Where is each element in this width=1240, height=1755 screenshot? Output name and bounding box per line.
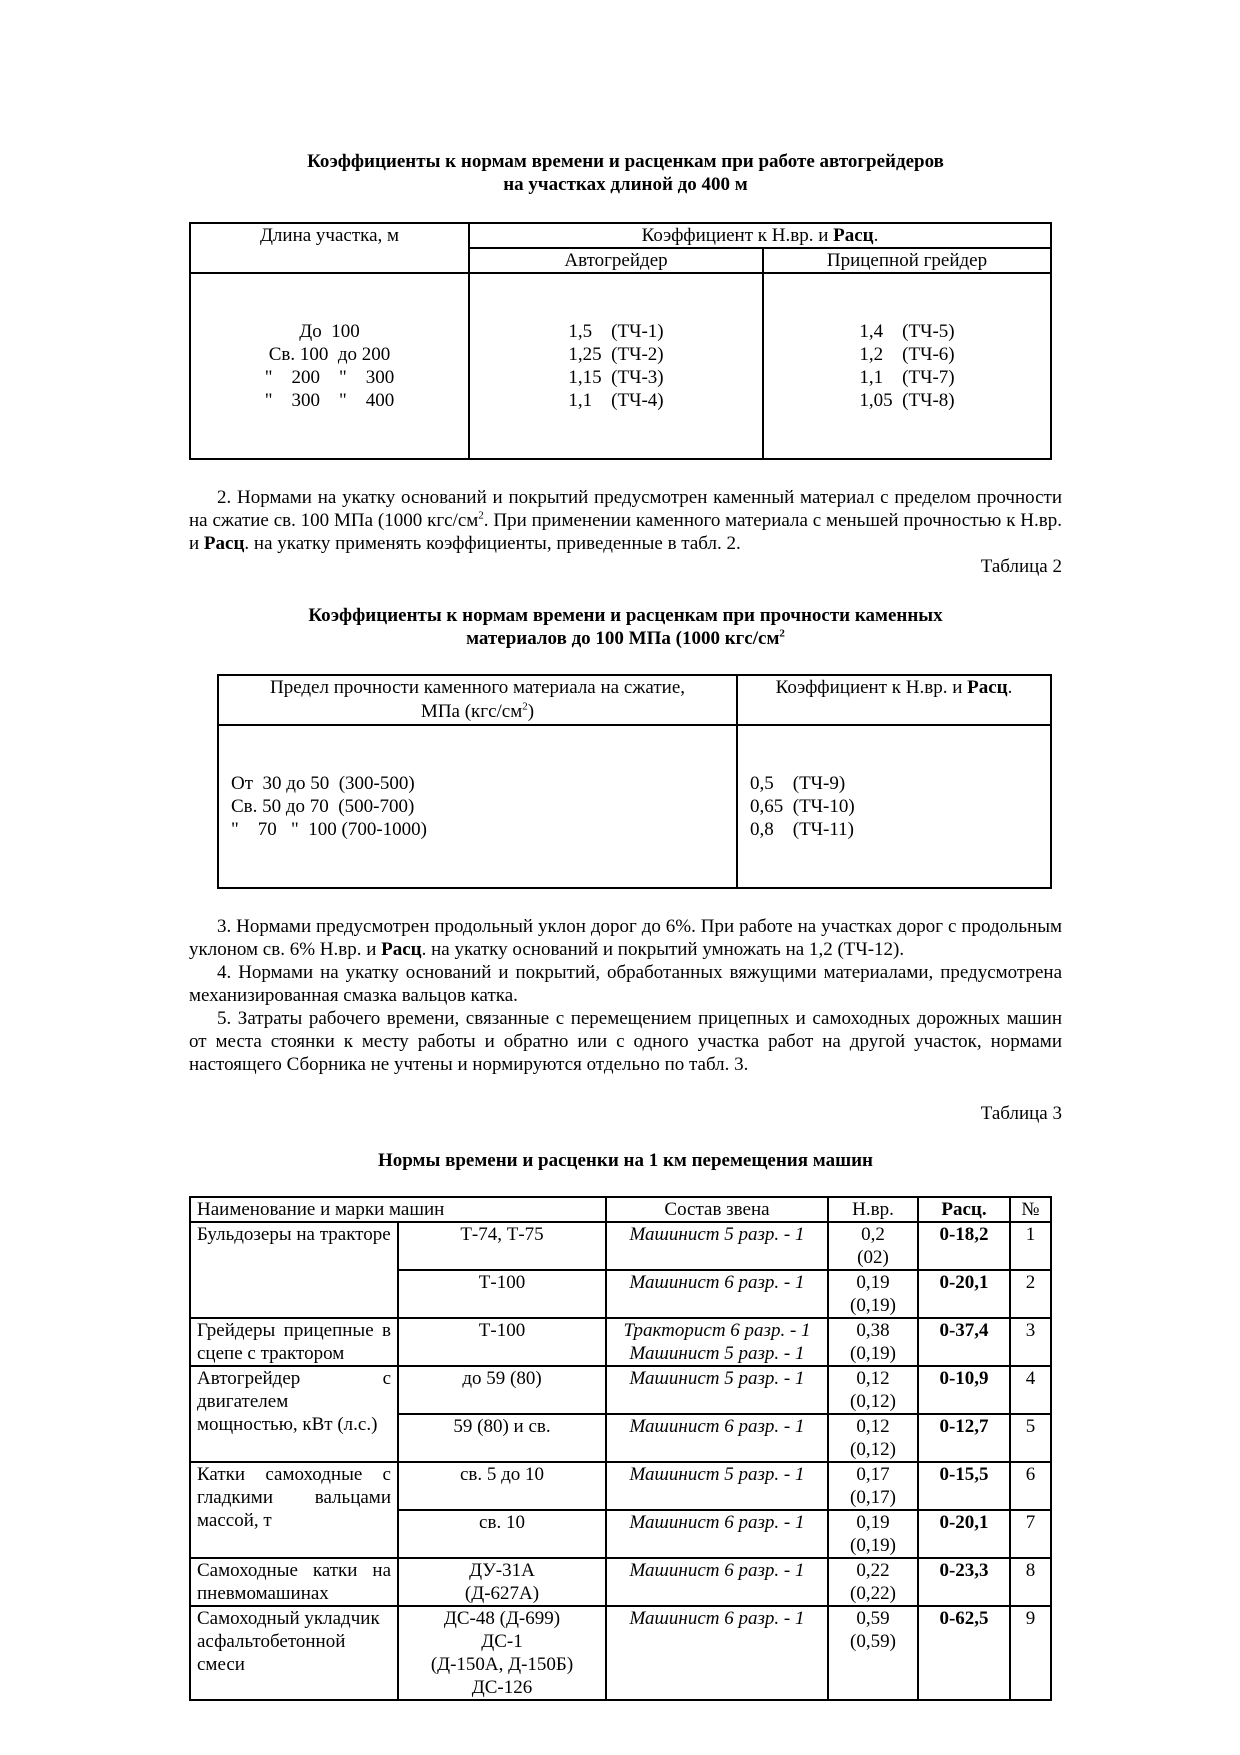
rasc: 0-23,3 — [918, 1558, 1010, 1606]
table-row — [190, 1462, 1051, 1510]
table3-label: Таблица 3 — [980, 1103, 1062, 1124]
table2-title-line2: материалов до 100 МПа (1000 кгс/$см^2$ — [466, 627, 785, 649]
table3-header-nvr: Н.вр. — [828, 1197, 918, 1222]
document-page — [189, 150, 1062, 1701]
nvr: 0,17 (0,17) — [828, 1462, 918, 1510]
table1-title — [189, 150, 1062, 196]
row-number: 4 — [1010, 1366, 1051, 1414]
table1-col-length: До 100 Св. 100 до 200 " 200 " 300 " 300 " 400 — [190, 273, 469, 459]
table2-col-range: От 30 до 50 (300-500) Св. 50 до 70 (500-700) " 70 " 100 (700-1000) — [218, 725, 737, 888]
table3-header-no: № — [1010, 1197, 1051, 1222]
table2-col-coef: 0,5 (ТЧ-9) 0,65 (ТЧ-10) 0,8 (ТЧ-11) — [737, 725, 1051, 888]
row-number: 9 — [1010, 1606, 1051, 1700]
table-row — [190, 1366, 1051, 1414]
row-number: 2 — [1010, 1270, 1051, 1318]
machine-name: Самоходные катки на пневмомашинах — [190, 1558, 398, 1606]
nvr: 0,19 (0,19) — [828, 1510, 918, 1558]
crew: Тракторист 6 разр. - 1 Машинист 5 разр. - 1 — [606, 1318, 828, 1366]
table2 — [217, 674, 1052, 889]
paragraph-2: 2. Нормами на укатку оснований и покрытий предусмотрен каменный материал с пределом прочности на сжатие св. 100 МПа (1000 кгс/$см^2$. При применении каменного материала с меньшей прочностью к Н.вр. и Расц. на укатку применять коэффициенты, приведенные в табл. 2. — [189, 487, 1062, 554]
row-number: 1 — [1010, 1222, 1051, 1270]
machine-name: Автогрейдер с двигателем мощностью, кВт (л.с.) — [190, 1366, 398, 1462]
table1-col-auto: 1,5 (ТЧ-1) 1,25 (ТЧ-2) 1,15 (ТЧ-3) 1,1 (ТЧ-4) — [469, 273, 763, 459]
table1-header-length: Длина участка, м — [190, 223, 469, 273]
row-number: 6 — [1010, 1462, 1051, 1510]
table2-title-line1: Коэффициенты к нормам времени и расценкам при прочности каменных — [308, 605, 943, 626]
rasc: 0-20,1 — [918, 1270, 1010, 1318]
machine-model: Т-74, Т-75 — [398, 1222, 606, 1270]
nvr: 0,19 (0,19) — [828, 1270, 918, 1318]
row-number: 3 — [1010, 1318, 1051, 1366]
machine-name: Грейдеры прицепные в сцепе с трактором — [190, 1318, 398, 1366]
nvr: 0,59 (0,59) — [828, 1606, 918, 1700]
paragraph-5: 5. Затраты рабочего времени, связанные с перемещением прицепных и самоходных дорожных машин от места стоянки к месту работы и обратно или с одного участка работ на другой участок, нормами настоящего Сборника не учтены и нормируются отдельно по табл. 3. — [189, 1008, 1062, 1075]
nvr: 0,38 (0,19) — [828, 1318, 918, 1366]
row-number: 5 — [1010, 1414, 1051, 1462]
machine-name: Катки самоходные с гладкими вальцами массой, т — [190, 1462, 398, 1558]
machine-model: до 59 (80) — [398, 1366, 606, 1414]
rasc: 0-20,1 — [918, 1510, 1010, 1558]
rasc: 0-10,9 — [918, 1366, 1010, 1414]
table1-header-trailer: Прицепной грейдер — [763, 248, 1051, 273]
table-row — [190, 1318, 1051, 1366]
rasc: 0-62,5 — [918, 1606, 1010, 1700]
rasc: 0-15,5 — [918, 1462, 1010, 1510]
crew: Машинист 6 разр. - 1 — [606, 1510, 828, 1558]
nvr: 0,2 (02) — [828, 1222, 918, 1270]
row-number: 7 — [1010, 1510, 1051, 1558]
crew: Машинист 5 разр. - 1 — [606, 1366, 828, 1414]
table-row — [190, 1222, 1051, 1270]
machine-model: ДС-48 (Д-699) ДС-1 (Д-150А, Д-150Б) ДС-126 — [398, 1606, 606, 1700]
nvr: 0,12 (0,12) — [828, 1414, 918, 1462]
table1 — [189, 222, 1052, 460]
machine-model: 59 (80) и св. — [398, 1414, 606, 1462]
table2-title — [189, 604, 1062, 650]
row-number: 8 — [1010, 1558, 1051, 1606]
paragraph-3: 3. Нормами предусмотрен продольный уклон дорог до 6%. При работе на участках дорог с продольным уклоном св. 6% Н.вр. и Расц. на укатку оснований и покрытий умножать на 1,2 (ТЧ-12). — [189, 916, 1062, 960]
rasc: 0-12,7 — [918, 1414, 1010, 1462]
table-row — [190, 1558, 1051, 1606]
machine-model: Т-100 — [398, 1318, 606, 1366]
table3 — [189, 1196, 1052, 1701]
crew: Машинист 6 разр. - 1 — [606, 1270, 828, 1318]
table3-header-crew: Состав звена — [606, 1197, 828, 1222]
machine-name: Бульдозеры на тракторе — [190, 1222, 398, 1318]
rasc: 0-37,4 — [918, 1318, 1010, 1366]
crew: Машинист 6 разр. - 1 — [606, 1558, 828, 1606]
table1-col-trailer: 1,4 (ТЧ-5) 1,2 (ТЧ-6) 1,1 (ТЧ-7) 1,05 (ТЧ-8) — [763, 273, 1051, 459]
table2-header-strength: Предел прочности каменного материала на сжатие, МПа $(кгс/см^2)$ — [218, 675, 737, 725]
rasc: 0-18,2 — [918, 1222, 1010, 1270]
nvr: 0,12 (0,12) — [828, 1366, 918, 1414]
table2-header-coef: Коэффициент к Н.вр. и Расц. — [737, 675, 1051, 725]
machine-model: Т-100 — [398, 1270, 606, 1318]
machine-model: ДУ-31А (Д-627А) — [398, 1558, 606, 1606]
table-row — [190, 1606, 1051, 1700]
table3-title: Нормы времени и расценки на 1 км перемещения машин — [377, 1150, 874, 1171]
table1-header-auto: Автогрейдер — [469, 248, 763, 273]
crew: Машинист 5 разр. - 1 — [606, 1222, 828, 1270]
paragraph-4: 4. Нормами на укатку оснований и покрытий, обработанных вяжущими материалами, предусмотрена механизированная смазка вальцов катка. — [189, 962, 1062, 1006]
table1-header-coef: Коэффициент к Н.вр. и Расц. — [469, 223, 1051, 248]
machine-model: св. 5 до 10 — [398, 1462, 606, 1510]
crew: Машинист 5 разр. - 1 — [606, 1462, 828, 1510]
table1-title-line1: Коэффициенты к нормам времени и расценкам при работе автогрейдеров — [307, 151, 944, 172]
machine-name: Самоходный укладчик асфальтобетонной смеси — [190, 1606, 398, 1700]
table3-header-name: Наименование и марки машин — [190, 1197, 606, 1222]
nvr: 0,22 (0,22) — [828, 1558, 918, 1606]
machine-model: св. 10 — [398, 1510, 606, 1558]
table2-label: Таблица 2 — [980, 556, 1062, 577]
table3-header-rasc: Расц. — [918, 1197, 1010, 1222]
crew: Машинист 6 разр. - 1 — [606, 1414, 828, 1462]
table1-title-line2: на участках длиной до 400 м — [503, 174, 748, 195]
crew: Машинист 6 разр. - 1 — [606, 1606, 828, 1700]
